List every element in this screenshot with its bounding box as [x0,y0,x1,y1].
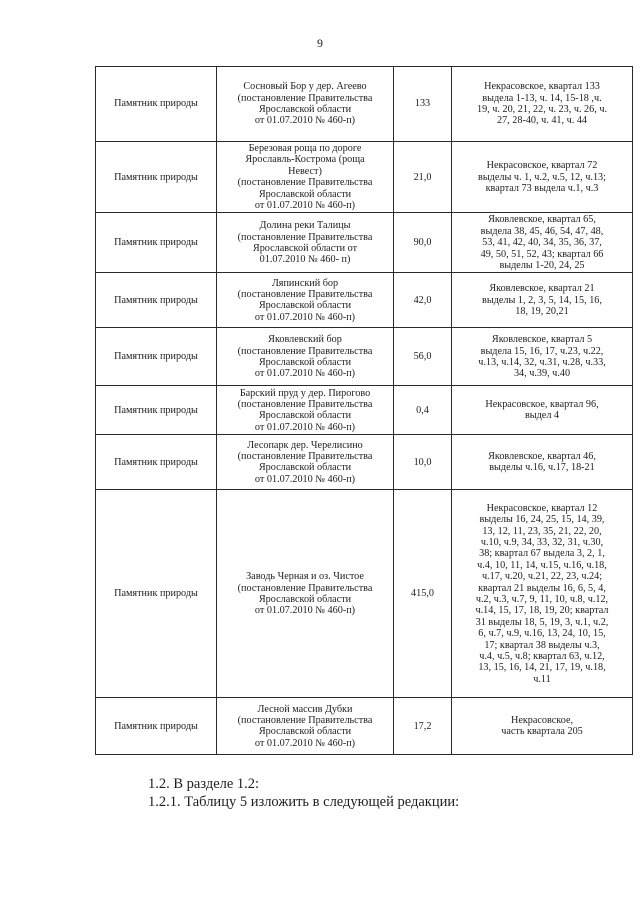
location-line: часть квартала 205 [501,726,583,738]
location-cell [452,142,633,213]
table-row [96,386,633,435]
area-value: 21,0 [413,171,432,183]
location-line: Яковлевское, квартал 21 [489,283,595,295]
area-cell [394,213,452,273]
location-line: ч.4, 10, 11, 14, ч.15, ч.16, ч.18, [477,559,607,571]
name-line: Лесопарк дер. Черелисино [247,439,363,451]
name-line: Невест) [288,165,322,177]
name-cell [217,386,394,435]
location-cell [452,67,633,142]
area-value: 0,4 [416,404,429,416]
name-line: от 01.07.2010 № 460-п) [254,605,356,617]
name-line: Барский пруд у дер. Пирогово [239,387,371,399]
table-row [96,67,633,142]
location-line: ч.13, ч.14, 32, ч.31, ч.28, ч.33, [478,356,606,368]
area-value: 17,2 [413,720,432,732]
area-value: 133 [414,98,431,110]
location-line: 17; квартал 38 выделы ч.3, [484,639,600,651]
table-row [96,328,633,386]
location-line: квартал 21 выделы 16, 6, 5, 4, [478,582,606,594]
location-line: Некрасовское, квартал 96, [485,399,599,411]
location-line: ч.2, ч.3, ч.7, 9, 11, 10, ч.8, ч.12, [475,593,609,605]
name-cell [217,490,394,698]
category-cell [96,67,217,142]
name-line: Яковлевский бор [268,334,342,346]
name-line: (постановление Правительства [237,399,373,411]
location-line: Яковлевское, квартал 5 [491,334,593,346]
name-line: (постановление Правительства [237,715,373,727]
name-cell [217,435,394,490]
category-text: Памятник природы [114,404,198,416]
location-line: выделы 16, 24, 25, 15, 14, 39, [479,514,605,526]
name-line: от 01.07.2010 № 460-п) [254,421,356,433]
area-value: 10,0 [413,456,432,468]
category-text: Памятник природы [114,171,198,183]
location-line: 13, 12, 11, 23, 35, 21, 22, 20, [482,525,602,537]
category-cell [96,386,217,435]
location-line: 34, ч.39, ч.40 [513,368,571,380]
name-line: Ярославской области [258,300,352,312]
location-line: 6, ч.7, ч.9, ч.16, 13, 24, 10, 15, [478,628,606,640]
location-line: 38; квартал 67 выдела 3, 2, 1, [479,548,605,560]
location-line: 31 выделы 18, 5, 19, 3, ч.1, ч.2, [475,616,609,628]
location-line: 27, 28-40, ч. 41, ч. 44 [496,115,588,127]
name-line: от 01.07.2010 № 460-п) [254,311,356,323]
location-line: ч.14, 15, 17, 18, 19, 20; квартал [475,605,609,617]
location-line: выдел 4 [524,410,560,422]
name-line: Ярославской области [258,593,352,605]
name-line: (постановление Правительства [237,451,373,463]
name-line: Ляпинский бор [271,277,339,289]
category-text: Памятник природы [114,720,198,732]
location-line: квартал 73 выдела ч.1, ч.3 [485,182,599,194]
location-line: Яковлевское, квартал 46, [488,451,596,463]
category-cell [96,328,217,386]
location-cell [452,490,633,698]
name-line: (постановление Правительства [237,289,373,301]
category-text: Памятник природы [114,237,198,249]
location-cell [452,435,633,490]
location-line: выделы 1-20, 24, 25 [499,260,585,272]
location-line: выделы 1, 2, 3, 5, 14, 15, 16, [482,294,602,306]
table-row [96,273,633,328]
name-line: (постановление Правительства [237,231,373,243]
area-cell [394,328,452,386]
location-line: 13, 15, 16, 14, 21, 17, 19, ч.18, [478,662,606,674]
name-line: (постановление Правительства [237,177,373,189]
name-line: Ярославской области [258,726,352,738]
area-cell [394,435,452,490]
name-cell [217,328,394,386]
name-cell [217,273,394,328]
category-cell [96,142,217,213]
area-cell [394,386,452,435]
protected-areas-table [95,66,633,755]
location-cell [452,698,633,755]
category-text: Памятник природы [114,98,198,110]
section-instruction: 1.2.1. Таблицу 5 изложить в следующей редакции: [148,794,460,810]
location-line: Некрасовское, [510,715,574,727]
table-row [96,490,633,698]
location-line: выделы ч.16, ч.17, 18-21 [489,462,595,474]
table-row [96,213,633,273]
name-line: Ярославской области [258,104,352,115]
location-line: выдела 1-13, ч. 14, 15-18 ,ч. [482,92,602,104]
area-cell [394,142,452,213]
location-line: 53, 41, 42, 40, 34, 35, 36, 37, [482,237,602,249]
name-line: Лесной массив Дубки [257,703,353,715]
location-line: Некрасовское, квартал 72 [486,160,598,172]
name-line: (постановление Правительства [237,582,373,594]
location-line: ч.11 [533,673,551,685]
area-value: 42,0 [413,294,432,306]
location-cell [452,328,633,386]
name-line: Ярославль-Кострома (роща [245,154,365,166]
location-line: 18, 19, 20,21 [515,306,569,318]
category-cell [96,490,217,698]
location-line: ч.10, ч.9, 34, 33, 32, 31, ч.30, [480,536,604,548]
category-text: Памятник природы [114,294,198,306]
area-cell [394,698,452,755]
name-line: Ярославской области от [252,242,358,254]
name-line: Ярославской области [258,462,352,474]
name-line: от 01.07.2010 № 460-п) [254,737,356,749]
table-row [96,435,633,490]
area-value: 56,0 [413,351,432,363]
name-line: Сосновый Бор у дер. Агеево [243,81,367,93]
location-cell [452,273,633,328]
location-line: выдела 38, 45, 46, 54, 47, 48, [480,225,604,237]
category-text: Памятник природы [114,588,198,600]
name-line: Ярославской области [258,410,352,422]
location-line: 49, 50, 51, 52, 43; квартал 66 [480,248,604,260]
area-cell [394,67,452,142]
name-line: Ярославской области [258,356,352,368]
area-cell [394,273,452,328]
name-line: от 01.07.2010 № 460-п) [254,473,356,485]
location-cell [452,386,633,435]
category-cell [96,213,217,273]
category-cell [96,698,217,755]
name-cell [217,698,394,755]
name-line: Заводь Черная и оз. Чистое [246,571,364,583]
location-line: Некрасовское, квартал 133 [484,81,600,93]
name-line: Долина реки Талицы [259,220,351,232]
name-line: от 01.07.2010 № 460-п) [254,200,356,212]
location-line: 19, ч. 20, 21, 22, ч. 23, ч. 26, ч. [476,104,607,115]
name-line: Ярославской области [258,188,352,200]
section-heading: 1.2. В разделе 1.2: [148,776,260,792]
category-cell [96,273,217,328]
location-line: Некрасовское, квартал 12 [486,502,598,514]
location-line: выделы ч. 1, ч.2, ч.5, 12, ч.13; [478,171,606,183]
table-row [96,698,633,755]
category-text: Памятник природы [114,456,198,468]
location-line: Яковлевское, квартал 65, [488,214,596,226]
table-row [96,142,633,213]
name-line: Березовая роща по дороге [248,143,362,154]
name-line: от 01.07.2010 № 460-п) [254,115,356,127]
area-cell [394,490,452,698]
name-cell [217,67,394,142]
name-cell [217,142,394,213]
category-text: Памятник природы [114,351,198,363]
location-line: ч.4, ч.5, ч.8; квартал 63, ч.12, [479,651,605,662]
location-cell [452,213,633,273]
area-value: 90,0 [413,237,432,249]
location-line: ч.17, ч.20, ч.21, 22, 23, ч.24; [481,571,603,583]
name-line: от 01.07.2010 № 460-п) [254,368,356,380]
location-line: выдела 15, 16, 17, ч.23, ч.22, [480,345,604,357]
area-value: 415,0 [411,588,434,600]
page-number: 9 [317,36,323,50]
category-cell [96,435,217,490]
name-line: (постановление Правительства [237,92,373,104]
name-line: 01.07.2010 № 460- п) [259,254,351,266]
name-cell [217,213,394,273]
name-line: (постановление Правительства [237,345,373,357]
